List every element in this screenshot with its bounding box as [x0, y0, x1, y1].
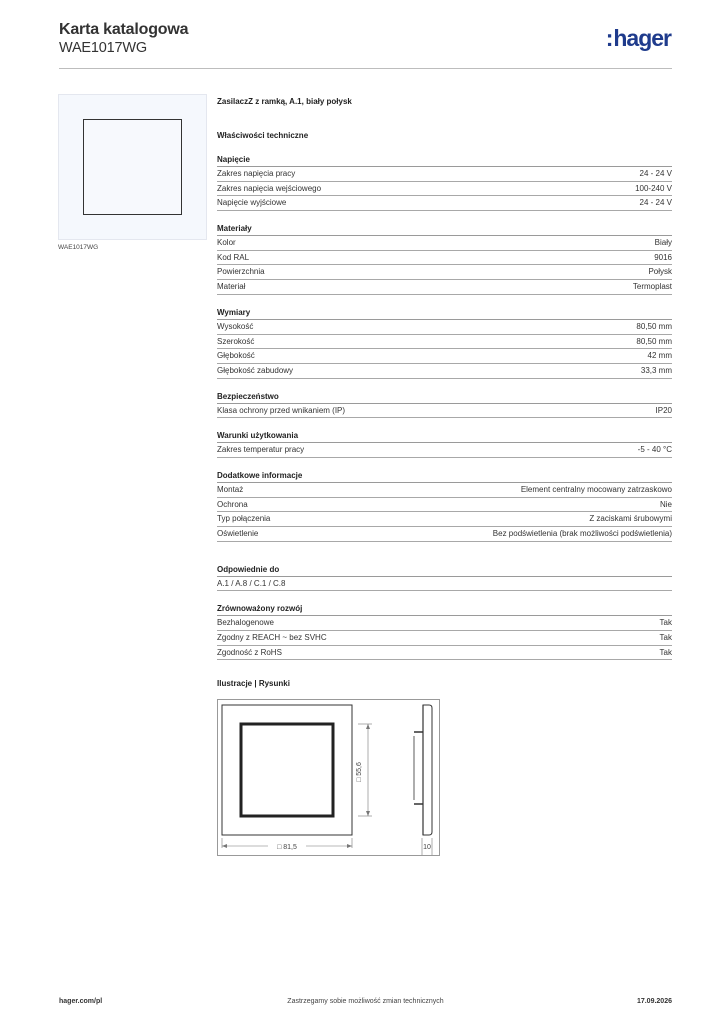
- spec-value: 80,50 mm: [636, 336, 672, 346]
- dim-depth-label: 10: [423, 844, 431, 851]
- spec-value: Nie: [659, 499, 672, 509]
- spec-group: [217, 391, 672, 419]
- spec-value: Z zaciskami śrubowymi: [589, 514, 672, 524]
- spec-group: [217, 430, 672, 458]
- spec-label: Typ połączenia: [217, 514, 271, 524]
- spec-label: Zakres napięcia wejściowego: [217, 183, 322, 193]
- spec-group-title: Bezpieczeństwo: [217, 391, 672, 404]
- spec-group-title: Warunki użytkowania: [217, 430, 672, 443]
- spec-row: [217, 498, 672, 513]
- product-image: [58, 94, 207, 240]
- sustainability-label: Bezhalogenowe: [217, 618, 274, 628]
- logo-text: hager: [613, 25, 671, 51]
- sustainability-row: [217, 631, 672, 646]
- spec-value: 80,50 mm: [636, 321, 672, 331]
- spec-label: Montaż: [217, 484, 244, 494]
- spec-value: 42 mm: [647, 351, 672, 361]
- spec-value: IP20: [655, 405, 672, 415]
- spec-label: Oświetlenie: [217, 529, 259, 538]
- spec-label: Klasa ochrony przed wnikaniem (IP): [217, 405, 346, 415]
- technical-drawing: [217, 699, 440, 856]
- product-code: WAE1017WG: [59, 40, 147, 56]
- spec-value: 9016: [654, 252, 672, 262]
- spec-row: [217, 167, 672, 182]
- spec-value: Element centralny mocowany zatrzaskowo: [520, 484, 672, 494]
- spec-group-title: Materiały: [217, 223, 672, 236]
- page-footer: [59, 998, 672, 1010]
- sustainability-row: [217, 646, 672, 661]
- document-title: Karta katalogowa: [59, 21, 189, 38]
- sustainability-value: Tak: [659, 647, 672, 657]
- illustrations-title: Ilustracje | Rysunki: [217, 679, 290, 689]
- spec-group-title: Napięcie: [217, 154, 672, 167]
- spec-label: Napięcie wyjściowe: [217, 198, 287, 208]
- spec-row: [217, 265, 672, 280]
- product-image-center-plate: [83, 119, 182, 215]
- spec-label: Głębokość: [217, 351, 255, 361]
- spec-value: Bez podświetlenia (brak możliwości podświetlenia): [492, 529, 672, 538]
- spec-group-title: Dodatkowe informacje: [217, 470, 672, 483]
- suitable-group: [217, 564, 672, 592]
- sustainability-value: Tak: [659, 633, 672, 643]
- spec-group: [217, 307, 672, 379]
- plate-outline: [241, 724, 333, 816]
- suitable-row: [217, 577, 672, 592]
- spec-content: [217, 96, 672, 690]
- spec-value: Termoplast: [632, 282, 672, 292]
- footer-website-link[interactable]: hager.com/pl: [59, 998, 103, 1005]
- suitable-value: A.1 / A.8 / C.1 / C.8: [217, 578, 286, 588]
- spec-value: 33,3 mm: [640, 365, 672, 375]
- side-view-outline: [423, 705, 432, 835]
- logo-dots-icon: :: [605, 25, 613, 51]
- footer-date: 17.09.2026: [636, 998, 672, 1005]
- product-image-caption: WAE1017WG: [58, 244, 99, 251]
- suitable-title: Odpowiednie do: [217, 564, 672, 577]
- drawing-svg: [218, 700, 439, 855]
- dim-width-label: □ 81,5: [277, 844, 297, 851]
- spec-label: Powierzchnia: [217, 267, 265, 277]
- spec-row: [217, 182, 672, 197]
- spec-group: [217, 154, 672, 211]
- spec-label: Głębokość zabudowy: [217, 365, 294, 375]
- product-name: ZasilaczZ z ramką, A.1, biały połysk: [217, 97, 352, 106]
- spec-row: [217, 320, 672, 335]
- illustrations-heading-group: [217, 678, 672, 690]
- spec-value: Połysk: [648, 267, 672, 277]
- spec-group: [217, 223, 672, 295]
- spec-label: Wysokość: [217, 321, 254, 331]
- spec-label: Ochrona: [217, 499, 248, 509]
- sustainability-value: Tak: [659, 618, 672, 628]
- sustainability-title: Zrównoważony rozwój: [217, 603, 672, 616]
- spec-row: [217, 236, 672, 251]
- sustainability-label: Zgodność z RoHS: [217, 647, 282, 657]
- spec-value: -5 - 40 °C: [637, 445, 672, 455]
- spec-label: Kod RAL: [217, 252, 250, 262]
- page-header: [59, 20, 671, 68]
- header-divider: [59, 68, 672, 69]
- spec-value: Biały: [654, 238, 672, 248]
- spec-groups: [217, 154, 672, 542]
- hager-logo[interactable]: [606, 25, 671, 52]
- spec-row: [217, 251, 672, 266]
- spec-row: [217, 483, 672, 498]
- spec-row: [217, 364, 672, 379]
- spec-label: Zakres napięcia pracy: [217, 169, 296, 178]
- spec-label: Materiał: [217, 282, 246, 292]
- spec-label: Zakres temperatur pracy: [217, 445, 305, 455]
- spec-row: [217, 404, 672, 419]
- spec-row: [217, 512, 672, 527]
- spec-label: Kolor: [217, 238, 236, 248]
- sustainability-group: [217, 603, 672, 660]
- spec-row: [217, 335, 672, 350]
- tech-heading: Właściwości techniczne: [217, 131, 309, 140]
- sustainability-rows: [217, 616, 672, 660]
- footer-notice: Zastrzegamy sobie możliwość zmian technicznych: [287, 998, 444, 1005]
- spec-value: 24 - 24 V: [639, 198, 672, 208]
- spec-group-title: Wymiary: [217, 307, 672, 320]
- spec-row: [217, 443, 672, 458]
- spec-label: Szerokość: [217, 336, 255, 346]
- spec-value: 100-240 V: [635, 183, 672, 193]
- spec-value: 24 - 24 V: [639, 169, 672, 178]
- spec-row: [217, 280, 672, 295]
- sustainability-row: [217, 616, 672, 631]
- spec-row: [217, 527, 672, 542]
- spec-group: [217, 470, 672, 542]
- spec-row: [217, 196, 672, 211]
- dim-height-label: □ 55,6: [356, 762, 363, 782]
- sustainability-label: Zgodny z REACH ~ bez SVHC: [217, 633, 327, 643]
- spec-row: [217, 349, 672, 364]
